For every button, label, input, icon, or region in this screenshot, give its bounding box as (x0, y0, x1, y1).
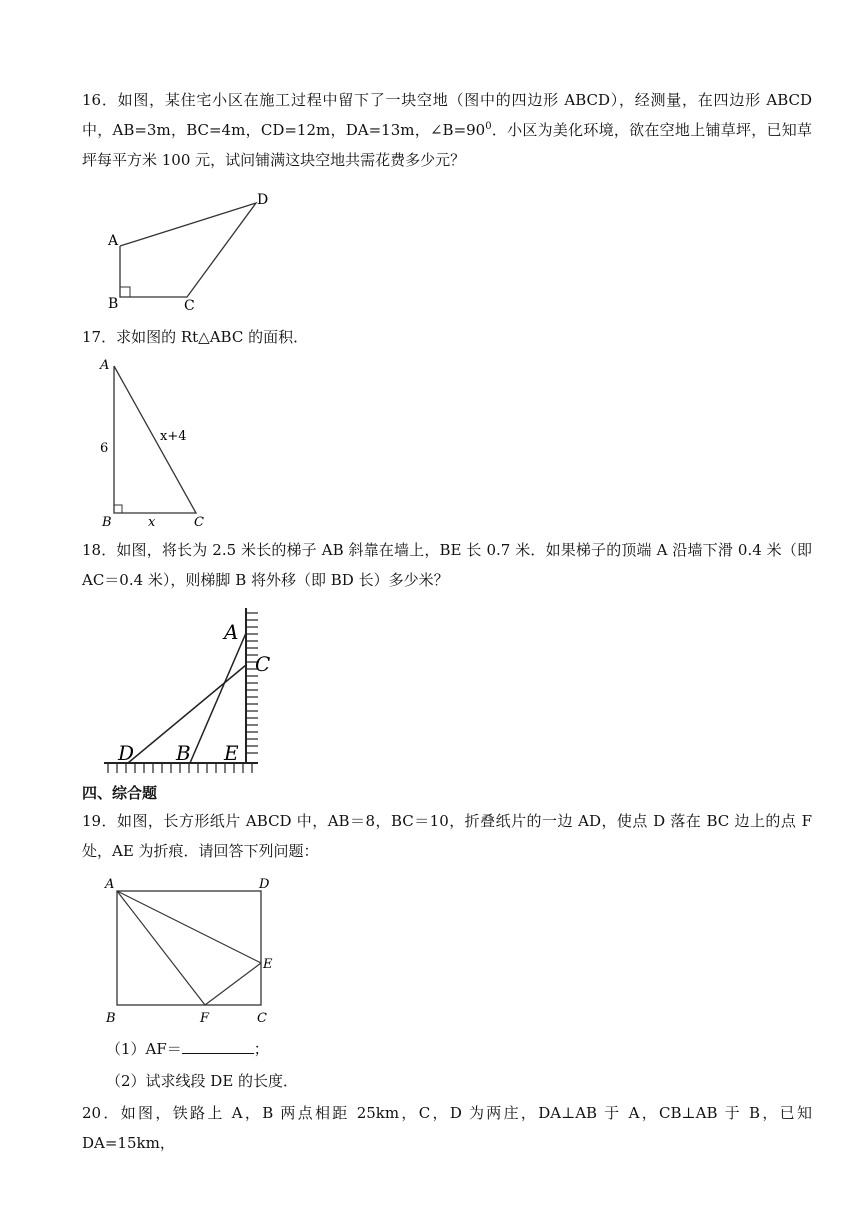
degree-superscript: 0 (485, 121, 492, 132)
label-c: C (255, 652, 270, 676)
label-a: A (108, 233, 119, 249)
part-1-suffix: ； (253, 1040, 269, 1058)
label-f: F (200, 1011, 210, 1026)
label-b: B (106, 1011, 116, 1026)
label-side-bc: x (148, 515, 156, 530)
quadrilateral-abcd-figure (100, 188, 290, 316)
segment-af (117, 891, 205, 1005)
label-d: D (257, 192, 269, 208)
label-a: A (100, 358, 110, 373)
folded-rectangle-figure (100, 872, 280, 1028)
answer-blank (182, 1037, 254, 1054)
question-16-text (82, 85, 812, 175)
question-16-text-part1: 16．如图，某住宅小区在施工过程中留下了一块空地（图中的四边形 ABCD），经测量，在四边形 ABCD 中，AB=3m，BC=4m，CD=12m，DA=13m，∠B=90 (82, 91, 812, 139)
right-triangle-figure (92, 354, 222, 534)
label-b: B (102, 515, 112, 530)
right-angle-marker (114, 505, 122, 513)
fold-line-ae (117, 891, 261, 963)
question-17-text: 17．求如图的 Rt△ABC 的面积． (82, 328, 309, 346)
ladder-wall-figure (100, 603, 270, 775)
part-1-prefix: （1）AF＝ (106, 1040, 182, 1058)
quadrilateral-outline (120, 203, 256, 297)
rectangle-abcd (117, 891, 261, 1005)
label-side-ab: 6 (100, 441, 109, 456)
label-a: A (224, 620, 239, 644)
question-20-text: 20．如图，铁路上 A，B 两点相距 25km，C，D 为两庄，DA⊥AB 于 A，CB⊥AB 于 B，已知 DA=15km， (82, 1104, 812, 1152)
question-19-part-1 (106, 1034, 806, 1064)
question-19-text: 19．如图，长方形纸片 ABCD 中，AB＝8，BC＝10，折叠纸片的一边 AD，使点 D 落在 BC 边上的点 F 处，AE 为折痕．请回答下列问题： (82, 812, 812, 860)
section-heading: 四、综合题 (82, 784, 158, 802)
label-e: E (224, 741, 239, 765)
right-angle-marker (120, 287, 130, 297)
label-c: C (194, 515, 204, 530)
wall-hatching (246, 613, 258, 753)
label-b: B (108, 296, 119, 312)
label-e: E (263, 957, 273, 972)
label-c: C (257, 1011, 267, 1026)
label-d: D (118, 741, 135, 765)
label-c: C (184, 298, 195, 314)
label-b: B (176, 741, 191, 765)
label-d: D (259, 877, 270, 892)
label-side-ac: x+4 (160, 429, 187, 444)
question-18-text: 18．如图，将长为 2.5 米长的梯子 AB 斜靠在墙上，BE 长 0.7 米．如果梯子的顶端 A 沿墙下滑 0.4 米（即 AC＝0.4 米），则梯脚 B 将外移（即 BD 长）多少米？ (82, 541, 812, 589)
segment-fe (205, 963, 261, 1005)
question-19-part-2: （2）试求线段 DE 的长度． (106, 1072, 299, 1090)
question-16-text-part2: ．小区为美化环境，欲在空地上铺草坪，已知草坪每平方米 100 元，试问铺满这块空地共需花费多少元？ (82, 121, 812, 169)
label-a: A (105, 877, 115, 892)
